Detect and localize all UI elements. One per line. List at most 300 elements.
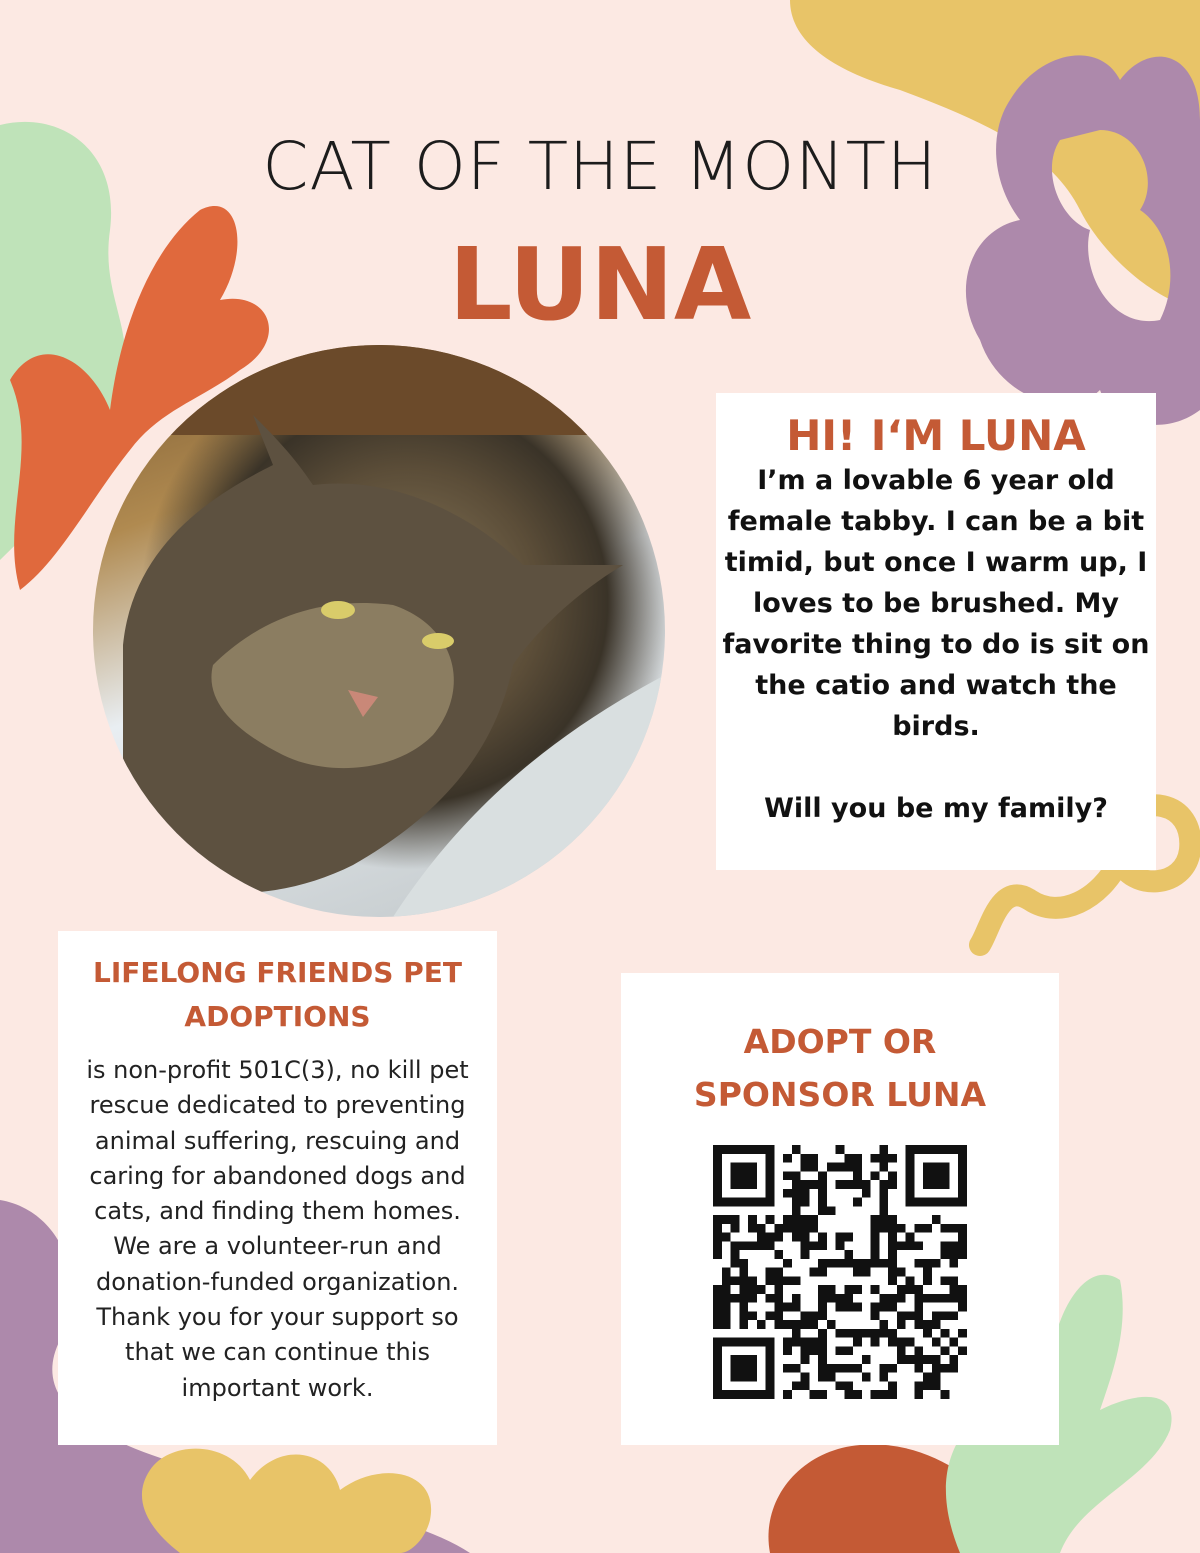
qr-module bbox=[827, 1285, 836, 1294]
qr-module bbox=[853, 1338, 862, 1347]
qr-module bbox=[879, 1259, 888, 1268]
qr-module bbox=[914, 1355, 923, 1364]
qr-module bbox=[906, 1285, 915, 1294]
qr-module bbox=[739, 1294, 748, 1303]
qr-module bbox=[748, 1294, 757, 1303]
qr-module bbox=[888, 1303, 897, 1312]
qr-module bbox=[871, 1215, 880, 1224]
intro-line: female tabby. I can be a bit bbox=[727, 506, 1145, 537]
qr-module bbox=[853, 1364, 862, 1373]
qr-module bbox=[748, 1215, 757, 1224]
qr-module bbox=[853, 1154, 862, 1163]
qr-module bbox=[766, 1268, 775, 1277]
qr-module bbox=[792, 1338, 801, 1347]
qr-module bbox=[844, 1285, 853, 1294]
qr-module bbox=[871, 1224, 880, 1233]
qr-module bbox=[774, 1303, 783, 1312]
qr-module bbox=[879, 1180, 888, 1189]
qr-module bbox=[739, 1259, 748, 1268]
qr-module bbox=[914, 1224, 923, 1233]
tabby-cat-illustration bbox=[93, 345, 665, 917]
qr-module bbox=[871, 1259, 880, 1268]
qr-module bbox=[844, 1381, 853, 1390]
qr-module bbox=[818, 1206, 827, 1215]
qr-module bbox=[949, 1311, 958, 1320]
qr-module bbox=[792, 1233, 801, 1242]
qr-module bbox=[818, 1329, 827, 1338]
qr-module bbox=[792, 1381, 801, 1390]
qr-module bbox=[801, 1338, 810, 1347]
qr-module bbox=[932, 1259, 941, 1268]
qr-module bbox=[836, 1346, 845, 1355]
qr-module bbox=[801, 1320, 810, 1329]
qr-module bbox=[862, 1189, 871, 1198]
qr-module bbox=[949, 1241, 958, 1250]
qr-module bbox=[836, 1329, 845, 1338]
qr-module bbox=[757, 1233, 766, 1242]
qr-module bbox=[914, 1311, 923, 1320]
qr-module bbox=[774, 1276, 783, 1285]
qr-module bbox=[853, 1303, 862, 1312]
qr-module bbox=[923, 1294, 932, 1303]
qr-module bbox=[958, 1285, 967, 1294]
qr-module bbox=[836, 1294, 845, 1303]
qr-module bbox=[888, 1390, 897, 1399]
qr-module bbox=[844, 1259, 853, 1268]
qr-module bbox=[713, 1294, 722, 1303]
qr-module bbox=[731, 1163, 757, 1189]
qr-module bbox=[809, 1154, 818, 1163]
qr-module bbox=[871, 1390, 880, 1399]
qr-module bbox=[818, 1189, 827, 1198]
qr-module bbox=[783, 1154, 792, 1163]
qr-module bbox=[879, 1320, 888, 1329]
qr-module bbox=[748, 1241, 757, 1250]
org-line: is non-profit 501C(3), no kill pet bbox=[86, 1056, 469, 1084]
qr-module bbox=[731, 1224, 740, 1233]
qr-module bbox=[941, 1241, 950, 1250]
qr-module bbox=[818, 1355, 827, 1364]
qr-module bbox=[879, 1145, 888, 1154]
intro-line: birds. bbox=[892, 711, 980, 742]
qr-module bbox=[792, 1215, 801, 1224]
qr-module bbox=[923, 1329, 932, 1338]
qr-module bbox=[853, 1329, 862, 1338]
qr-module bbox=[941, 1276, 950, 1285]
org-line: caring for abandoned dogs and bbox=[89, 1161, 466, 1190]
qr-module bbox=[879, 1206, 888, 1215]
qr-module bbox=[766, 1276, 775, 1285]
org-line: that we can continue this bbox=[125, 1338, 430, 1367]
qr-module bbox=[879, 1390, 888, 1399]
qr-module bbox=[739, 1268, 748, 1277]
qr-module bbox=[792, 1320, 801, 1329]
qr-module bbox=[836, 1241, 845, 1250]
qr-module bbox=[739, 1285, 748, 1294]
org-line: cats, and finding them homes. bbox=[94, 1197, 461, 1226]
qr-module bbox=[906, 1276, 915, 1285]
qr-module bbox=[958, 1303, 967, 1312]
qr-module bbox=[888, 1241, 897, 1250]
qr-module bbox=[949, 1355, 958, 1364]
intro-line: timid, but once I warm up, I bbox=[724, 547, 1148, 578]
qr-module bbox=[853, 1285, 862, 1294]
qr-module bbox=[713, 1250, 722, 1259]
qr-module bbox=[836, 1259, 845, 1268]
qr-module bbox=[792, 1171, 801, 1180]
qr-module bbox=[818, 1198, 827, 1207]
page-title: CAT OF THE MONTH bbox=[262, 128, 938, 205]
qr-module bbox=[792, 1189, 801, 1198]
qr-module bbox=[739, 1241, 748, 1250]
qr-module bbox=[809, 1224, 818, 1233]
qr-module bbox=[932, 1373, 941, 1382]
yellow-flower-bottomleft bbox=[142, 1449, 431, 1553]
qr-module bbox=[783, 1320, 792, 1329]
qr-module bbox=[906, 1233, 915, 1242]
qr-module bbox=[914, 1259, 923, 1268]
qr-module bbox=[888, 1224, 897, 1233]
qr-module bbox=[941, 1346, 950, 1355]
qr-module bbox=[801, 1373, 810, 1382]
qr-module bbox=[949, 1294, 958, 1303]
qr-module bbox=[932, 1364, 941, 1373]
qr-module bbox=[748, 1285, 757, 1294]
qr-module bbox=[783, 1171, 792, 1180]
qr-module bbox=[897, 1268, 906, 1277]
qr-module bbox=[809, 1268, 818, 1277]
qr-module bbox=[818, 1364, 827, 1373]
qr-module bbox=[731, 1215, 740, 1224]
qr-module bbox=[801, 1163, 810, 1172]
qr-module bbox=[871, 1311, 880, 1320]
qr-module bbox=[827, 1373, 836, 1382]
qr-module bbox=[818, 1285, 827, 1294]
qr-module bbox=[906, 1355, 915, 1364]
qr-module bbox=[888, 1250, 897, 1259]
qr-module bbox=[792, 1329, 801, 1338]
qr-module bbox=[739, 1303, 748, 1312]
qr-module bbox=[713, 1320, 722, 1329]
qr-module bbox=[897, 1241, 906, 1250]
qr-module bbox=[801, 1189, 810, 1198]
qr-module bbox=[774, 1285, 783, 1294]
qr-module bbox=[731, 1259, 740, 1268]
qr-module bbox=[888, 1215, 897, 1224]
qr-module bbox=[722, 1233, 731, 1242]
qr-module bbox=[879, 1224, 888, 1233]
qr-module bbox=[958, 1329, 967, 1338]
qr-module bbox=[923, 1320, 932, 1329]
qr-module bbox=[914, 1364, 923, 1373]
qr-module bbox=[871, 1250, 880, 1259]
qr-module bbox=[766, 1241, 775, 1250]
qr-module bbox=[792, 1276, 801, 1285]
qr-module bbox=[853, 1390, 862, 1399]
qr-module bbox=[862, 1329, 871, 1338]
qr-module bbox=[844, 1303, 853, 1312]
qr-module bbox=[827, 1163, 836, 1172]
qr-module bbox=[897, 1224, 906, 1233]
qr-module bbox=[757, 1285, 766, 1294]
qr-module bbox=[792, 1180, 801, 1189]
qr-module bbox=[801, 1215, 810, 1224]
org-line: animal suffering, rescuing and bbox=[94, 1126, 461, 1155]
qr-module bbox=[783, 1364, 792, 1373]
qr-module bbox=[949, 1259, 958, 1268]
qr-module bbox=[888, 1338, 897, 1347]
qr-module bbox=[958, 1294, 967, 1303]
qr-module bbox=[871, 1338, 880, 1347]
qr-module bbox=[722, 1285, 731, 1294]
qr-module bbox=[958, 1241, 967, 1250]
qr-module bbox=[941, 1294, 950, 1303]
qr-module bbox=[888, 1259, 897, 1268]
qr-module bbox=[871, 1303, 880, 1312]
intro-line: loves to be brushed. My bbox=[752, 588, 1119, 619]
qr-module bbox=[713, 1303, 722, 1312]
qr-module bbox=[897, 1355, 906, 1364]
qr-module bbox=[923, 1224, 932, 1233]
qr-module bbox=[949, 1338, 958, 1347]
qr-module bbox=[862, 1259, 871, 1268]
qr-module bbox=[722, 1276, 731, 1285]
qr-module bbox=[844, 1250, 853, 1259]
qr-module bbox=[914, 1303, 923, 1312]
qr-module bbox=[722, 1215, 731, 1224]
qr-module bbox=[774, 1250, 783, 1259]
qr-module bbox=[739, 1320, 748, 1329]
qr-module bbox=[844, 1233, 853, 1242]
intro-line: I’m a lovable 6 year old bbox=[757, 465, 1115, 496]
qr-module bbox=[888, 1329, 897, 1338]
qr-module bbox=[801, 1198, 810, 1207]
qr-module bbox=[818, 1373, 827, 1382]
qr-module bbox=[722, 1268, 731, 1277]
qr-module bbox=[914, 1285, 923, 1294]
qr-module bbox=[879, 1154, 888, 1163]
qr-module bbox=[722, 1320, 731, 1329]
qr-module bbox=[809, 1215, 818, 1224]
qr-module bbox=[801, 1311, 810, 1320]
qr-module bbox=[818, 1241, 827, 1250]
qr-module bbox=[914, 1381, 923, 1390]
qr-module bbox=[932, 1215, 941, 1224]
qr-module bbox=[792, 1294, 801, 1303]
qr-module bbox=[792, 1145, 801, 1154]
qr-module bbox=[862, 1373, 871, 1382]
qr-module bbox=[941, 1311, 950, 1320]
qr-module bbox=[958, 1250, 967, 1259]
qr-module bbox=[827, 1294, 836, 1303]
qr-module bbox=[818, 1180, 827, 1189]
qr-module bbox=[949, 1276, 958, 1285]
qr-module bbox=[862, 1180, 871, 1189]
qr-module bbox=[906, 1311, 915, 1320]
qr-module bbox=[809, 1311, 818, 1320]
qr-module bbox=[897, 1338, 906, 1347]
org-heading-line: LIFELONG FRIENDS PET bbox=[93, 956, 462, 989]
qr-module bbox=[862, 1268, 871, 1277]
qr-module bbox=[853, 1171, 862, 1180]
qr-module bbox=[932, 1294, 941, 1303]
qr-module bbox=[844, 1163, 853, 1172]
qr-module bbox=[879, 1215, 888, 1224]
qr-module bbox=[809, 1338, 818, 1347]
qr-module bbox=[932, 1320, 941, 1329]
qr-module bbox=[871, 1233, 880, 1242]
qr-module bbox=[932, 1381, 941, 1390]
qr-module bbox=[932, 1338, 941, 1347]
qr-module bbox=[844, 1346, 853, 1355]
qr-module bbox=[818, 1311, 827, 1320]
qr-module bbox=[818, 1346, 827, 1355]
qr-module bbox=[888, 1171, 897, 1180]
qr-code-icon[interactable] bbox=[713, 1145, 967, 1399]
qr-module bbox=[923, 1381, 932, 1390]
qr-module bbox=[713, 1215, 722, 1224]
qr-module bbox=[801, 1224, 810, 1233]
qr-module bbox=[941, 1329, 950, 1338]
qr-module bbox=[879, 1373, 888, 1382]
intro-card bbox=[716, 393, 1156, 870]
qr-module bbox=[766, 1311, 775, 1320]
qr-module bbox=[748, 1224, 757, 1233]
qr-module bbox=[906, 1338, 915, 1347]
qr-module bbox=[879, 1198, 888, 1207]
adopt-heading-line: SPONSOR LUNA bbox=[693, 1075, 987, 1114]
qr-module bbox=[853, 1259, 862, 1268]
qr-module bbox=[713, 1285, 722, 1294]
qr-module bbox=[897, 1285, 906, 1294]
qr-module bbox=[739, 1311, 748, 1320]
qr-module bbox=[923, 1259, 932, 1268]
qr-module bbox=[836, 1364, 845, 1373]
org-line: Thank you for your support so bbox=[96, 1303, 459, 1332]
qr-module bbox=[713, 1241, 722, 1250]
qr-module bbox=[809, 1241, 818, 1250]
qr-module bbox=[871, 1329, 880, 1338]
qr-module bbox=[879, 1329, 888, 1338]
qr-module bbox=[801, 1180, 810, 1189]
qr-module bbox=[941, 1364, 950, 1373]
qr-module bbox=[801, 1250, 810, 1259]
qr-module bbox=[757, 1224, 766, 1233]
org-heading-line: ADOPTIONS bbox=[184, 1000, 371, 1033]
qr-module bbox=[897, 1346, 906, 1355]
qr-module bbox=[766, 1233, 775, 1242]
qr-module bbox=[879, 1364, 888, 1373]
qr-module bbox=[809, 1320, 818, 1329]
organization-card bbox=[58, 931, 497, 1445]
qr-module bbox=[844, 1364, 853, 1373]
qr-module bbox=[949, 1364, 958, 1373]
qr-module bbox=[739, 1276, 748, 1285]
qr-module bbox=[914, 1294, 923, 1303]
intro-question: Will you be my family? bbox=[764, 793, 1108, 824]
qr-module bbox=[879, 1303, 888, 1312]
qr-module bbox=[914, 1320, 923, 1329]
qr-module bbox=[949, 1285, 958, 1294]
qr-module bbox=[774, 1311, 783, 1320]
qr-module bbox=[792, 1224, 801, 1233]
organization-heading bbox=[58, 951, 497, 1039]
qr-module bbox=[809, 1163, 818, 1172]
qr-module bbox=[792, 1303, 801, 1312]
qr-module bbox=[731, 1294, 740, 1303]
qr-module bbox=[792, 1364, 801, 1373]
qr-module bbox=[844, 1154, 853, 1163]
qr-module bbox=[932, 1311, 941, 1320]
qr-module bbox=[766, 1294, 775, 1303]
qr-module bbox=[941, 1224, 950, 1233]
qr-module bbox=[888, 1268, 897, 1277]
adopt-heading bbox=[621, 1015, 1059, 1121]
qr-module bbox=[932, 1355, 941, 1364]
qr-module bbox=[801, 1241, 810, 1250]
qr-module bbox=[827, 1320, 836, 1329]
qr-module bbox=[783, 1346, 792, 1355]
qr-module bbox=[906, 1241, 915, 1250]
qr-module bbox=[748, 1311, 757, 1320]
qr-module bbox=[871, 1285, 880, 1294]
qr-module bbox=[792, 1198, 801, 1207]
qr-module bbox=[774, 1294, 783, 1303]
cat-name-heading: LUNA bbox=[448, 226, 752, 343]
qr-module bbox=[941, 1390, 950, 1399]
qr-module bbox=[923, 1276, 932, 1285]
qr-module bbox=[818, 1390, 827, 1399]
qr-module bbox=[801, 1381, 810, 1390]
qr-module bbox=[888, 1364, 897, 1373]
qr-module bbox=[731, 1241, 740, 1250]
qr-module bbox=[923, 1268, 932, 1277]
qr-module bbox=[757, 1241, 766, 1250]
qr-module bbox=[792, 1206, 801, 1215]
qr-module bbox=[853, 1163, 862, 1172]
qr-module bbox=[853, 1198, 862, 1207]
qr-module bbox=[871, 1241, 880, 1250]
intro-line: the catio and watch the bbox=[755, 670, 1117, 701]
qr-module bbox=[748, 1276, 757, 1285]
qr-module bbox=[888, 1233, 897, 1242]
qr-module bbox=[897, 1294, 906, 1303]
qr-module bbox=[818, 1268, 827, 1277]
qr-module bbox=[801, 1154, 810, 1163]
qr-module bbox=[731, 1276, 740, 1285]
org-line: We are a volunteer-run and bbox=[113, 1232, 442, 1261]
qr-module bbox=[722, 1294, 731, 1303]
qr-module bbox=[844, 1294, 853, 1303]
qr-module bbox=[844, 1329, 853, 1338]
qr-module bbox=[818, 1171, 827, 1180]
qr-module bbox=[836, 1163, 845, 1172]
qr-module bbox=[713, 1311, 722, 1320]
qr-module bbox=[888, 1180, 897, 1189]
qr-module bbox=[844, 1390, 853, 1399]
qr-module bbox=[722, 1311, 731, 1320]
org-line: important work. bbox=[181, 1373, 374, 1402]
qr-module bbox=[923, 1373, 932, 1382]
qr-module bbox=[888, 1381, 897, 1390]
qr-module bbox=[888, 1294, 897, 1303]
qr-module bbox=[783, 1224, 792, 1233]
qr-module bbox=[818, 1303, 827, 1312]
intro-line: favorite thing to do is sit on bbox=[722, 629, 1150, 660]
qr-module bbox=[958, 1346, 967, 1355]
cat-photo bbox=[93, 345, 665, 917]
qr-module bbox=[888, 1154, 897, 1163]
